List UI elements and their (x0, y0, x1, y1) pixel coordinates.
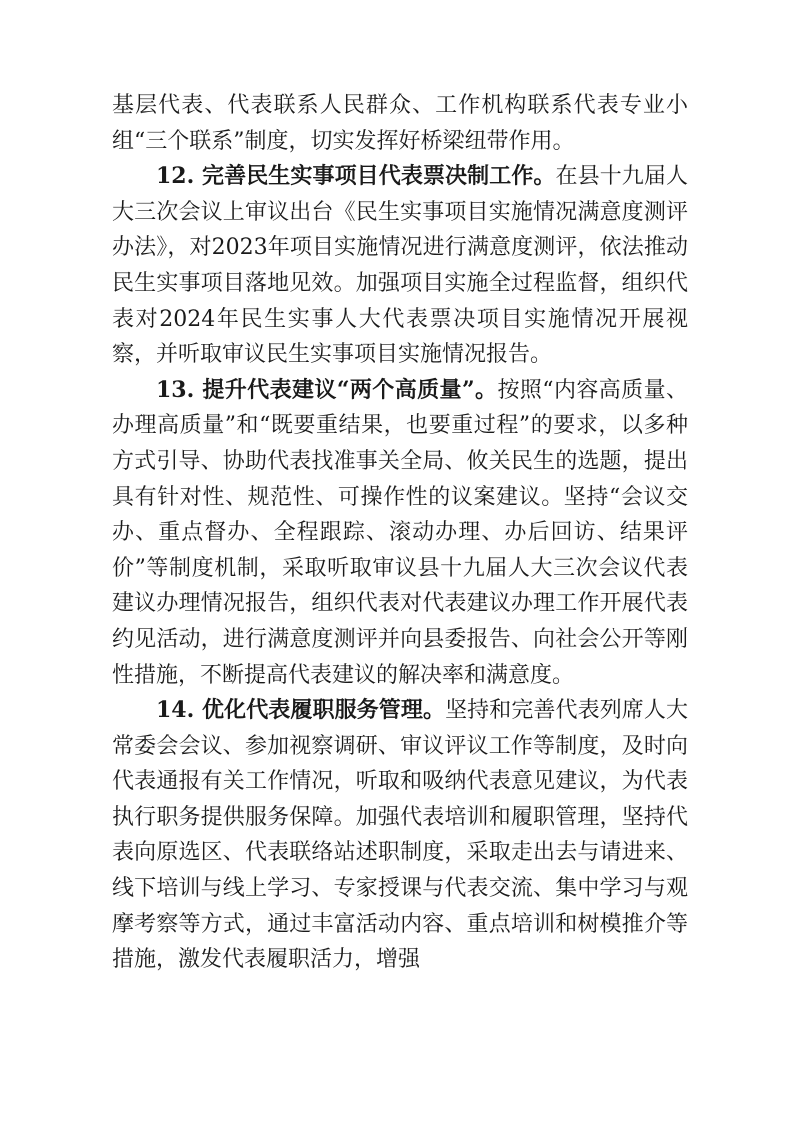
paragraph-item-14 (112, 693, 688, 978)
paragraph-continuation (112, 88, 688, 159)
paragraph-text: 在县十九届人大三次会议上审议出台《民生实事项目实施情况满意度测评办法》，对2023年项目实施情况进行满意度测评，依法推动民生实事项目落地见效。加强项目实施全过程监督，组织代表对2024年民生实事人大代表票决项目实施情况开展视察，并听取审议民生实事项目实施情况报告。 (112, 164, 688, 368)
paragraph-text: 按照“内容高质量、办理高质量”和“既要重结果，也要重过程”的要求，以多种方式引导、协助代表找准事关全局、攸关民生的选题，提出具有针对性、规范性、可操作性的议案建议。坚持“会议交办、重点督办、全程跟踪、滚动办理、办后回访、结果评价”等制度机制，采取听取审议县十九届人大三次会议代表建议办理情况报告，组织代表对代表建议办理工作开展代表约见活动，进行满意度测评并向县委报告、向社会公开等刚性措施，不断提高代表建议的解决率和满意度。 (112, 377, 689, 688)
document-page (112, 88, 688, 978)
paragraph-heading: 12. 完善民生实事项目代表票决制工作。 (156, 163, 556, 190)
paragraph-item-12 (112, 159, 688, 373)
paragraph-heading: 14. 优化代表履职服务管理。 (156, 697, 446, 724)
paragraph-heading: 13. 提升代表建议“两个高质量”。 (156, 376, 498, 403)
paragraph-item-13 (112, 373, 688, 693)
paragraph-text: 基层代表、代表联系人民群众、工作机构联系代表专业小组“三个联系”制度，切实发挥好桥梁纽带作用。 (112, 93, 688, 154)
paragraph-text: 坚持和完善代表列席人大常委会会议、参加视察调研、审议评议工作等制度，及时向代表通报有关工作情况，听取和吸纳代表意见建议，为代表执行职务提供服务保障。加强代表培训和履职管理，坚持代表向原选区、代表联络站述职制度，采取走出去与请进来、线下培训与线上学习、专家授课与代表交流、集中学习与观摩考察等方式，通过丰富活动内容、重点培训和树模推介等措施，激发代表履职活力，增强 (112, 698, 688, 973)
